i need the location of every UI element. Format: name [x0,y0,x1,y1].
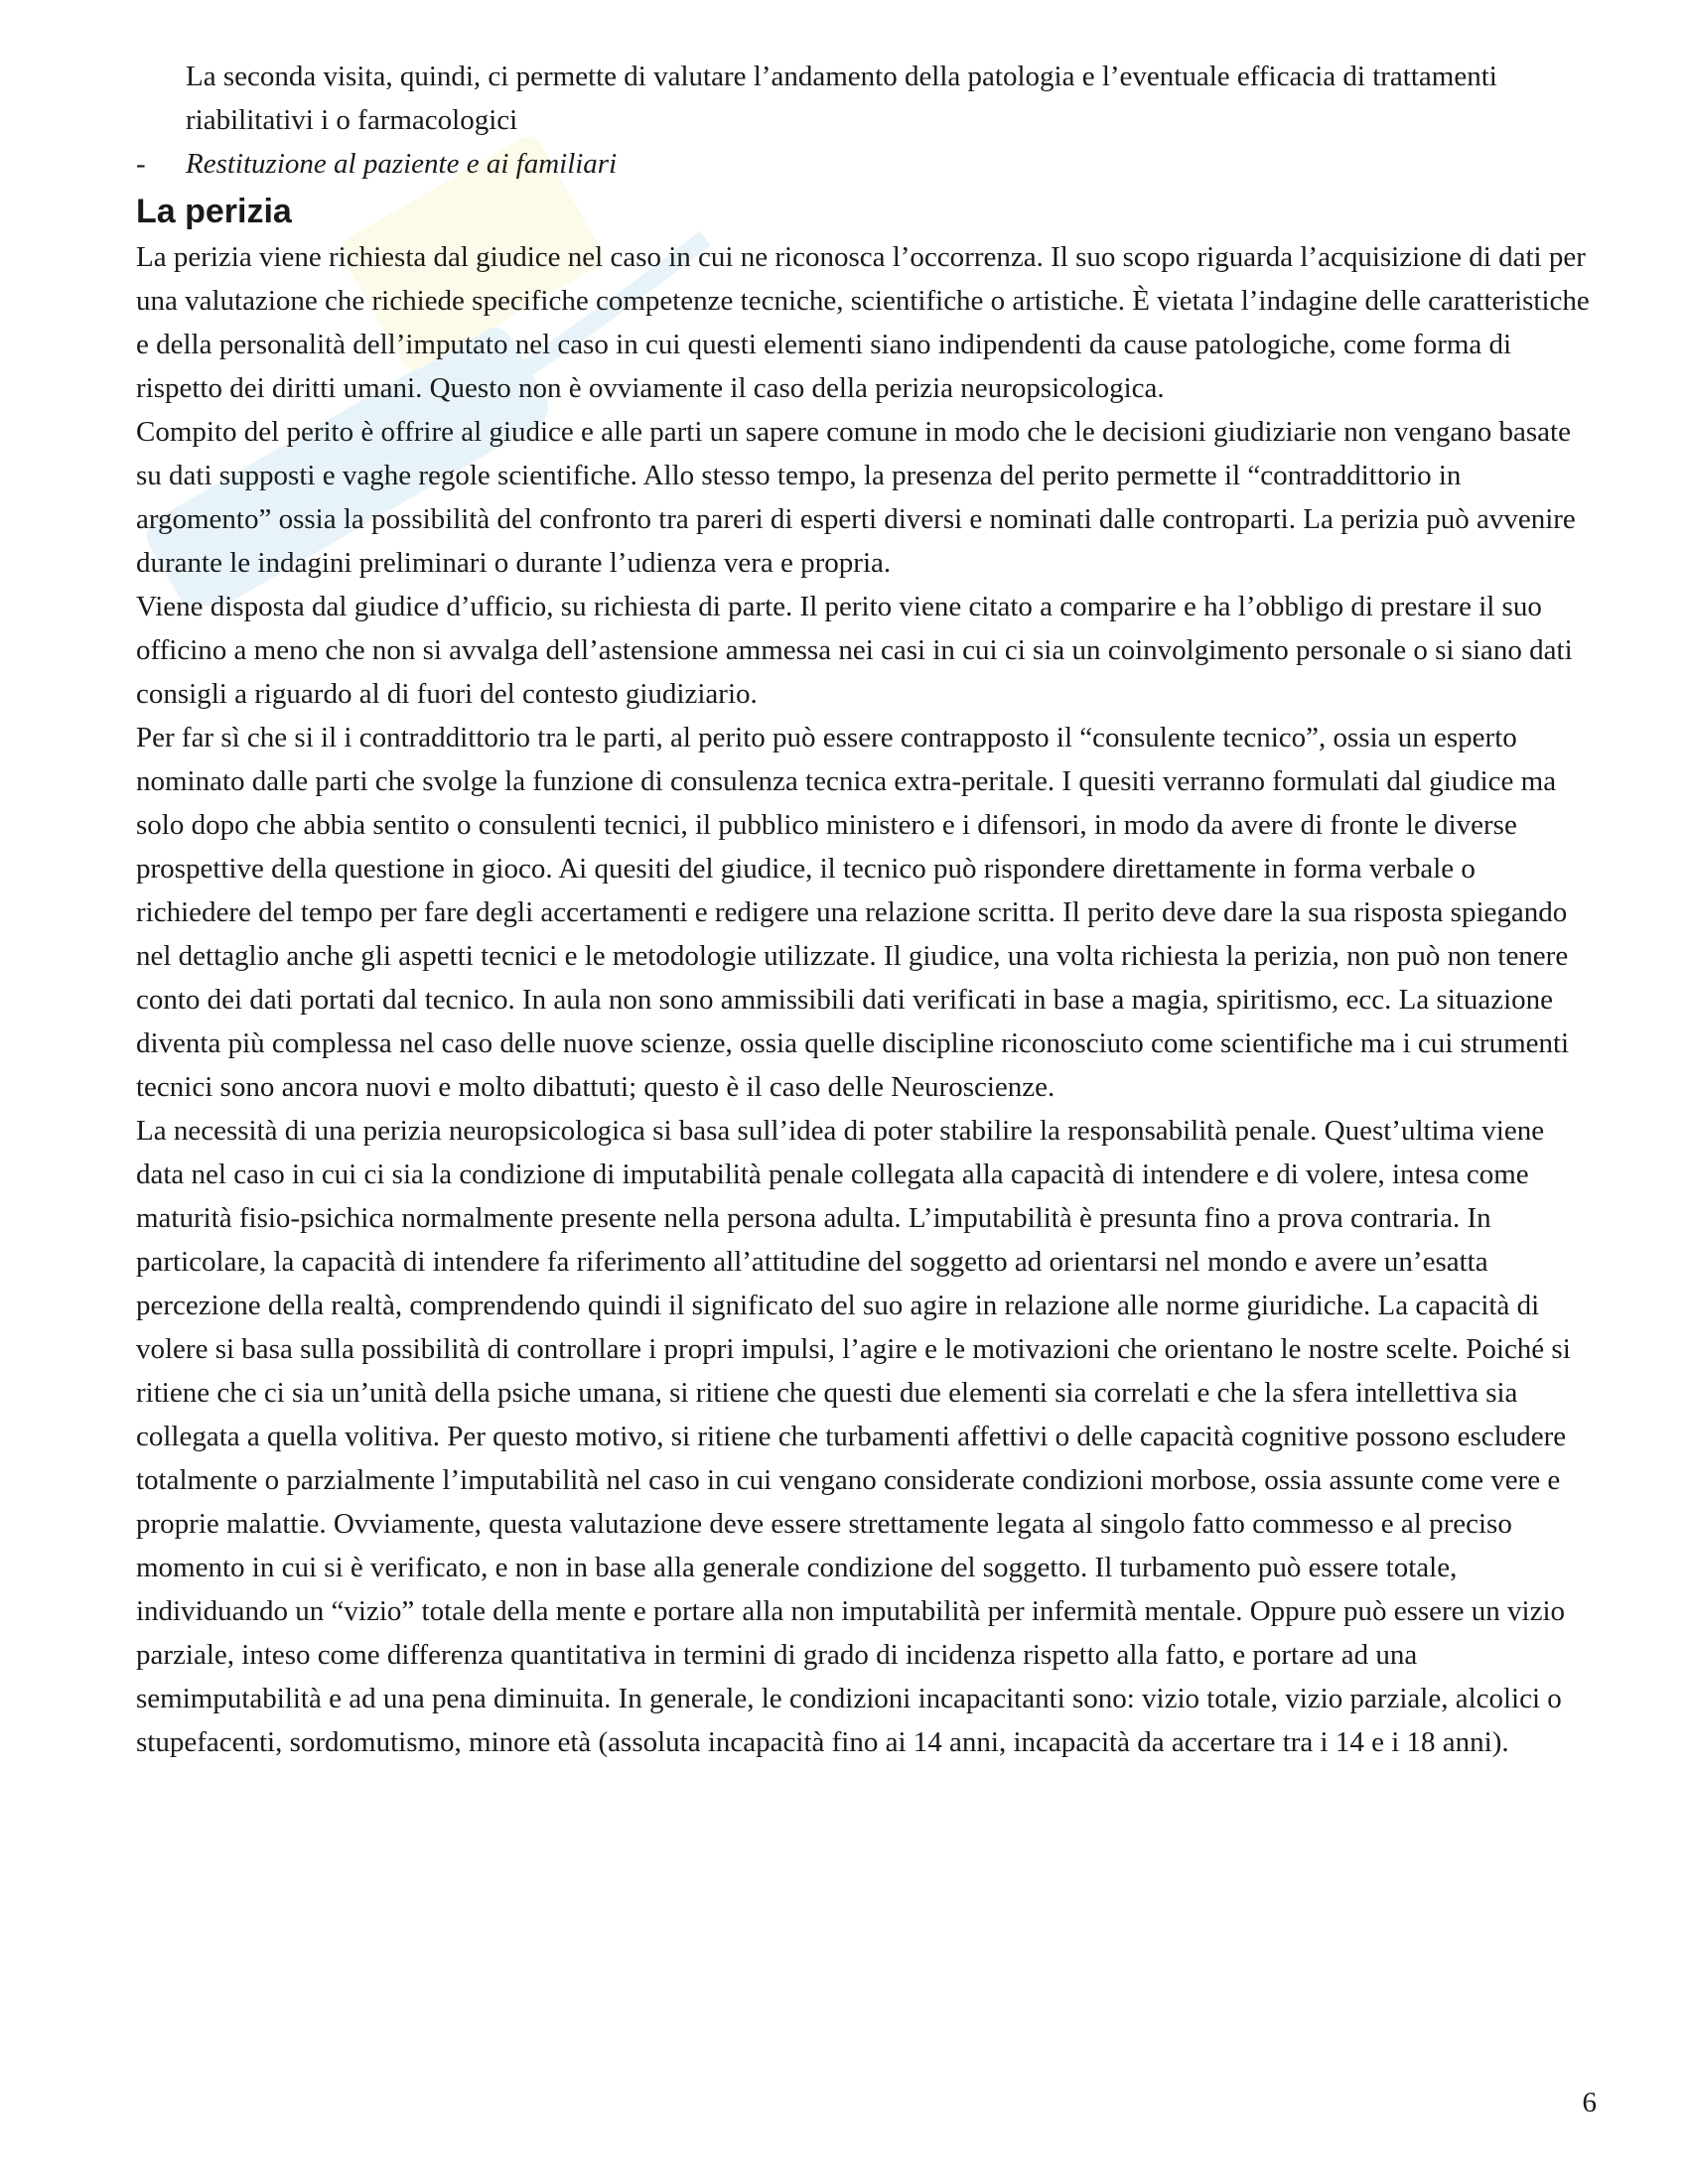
dash-bullet: - [136,148,146,180]
list-item-text: Restituzione al paziente e ai familiari [186,148,618,180]
paragraph-4: Per far sì che si il i contraddittorio tra le parti, al perito può essere contrapposto il “consulente tecnico”, ossia un esperto nominato dalle parti che svolge la funzione di consulenza tecnica extra-peritale. I quesiti verranno formulati dal giudice ma solo dopo che abbia sentito o consulenti tecnici, il pubblico ministero e i difensori, in modo da avere di fronte le diverse prospettive della questione in gioco. Ai quesiti del giudice, il tecnico può rispondere direttamente in forma verbale o richiedere del tempo per fare degli accertamenti e redigere una relazione scritta. Il perito deve dare la sua risposta spiegando nel dettaglio anche gli aspetti tecnici e le metodologie utilizzate. Il giudice, una volta richiesta la perizia, non può non tenere conto dei dati portati dal tecnico. In aula non sono ammissibili dati verificati in base a magia, spiritismo, ecc. La situazione diventa più complessa nel caso delle nuove scienze, ossia quelle discipline riconosciuto come scientifiche ma i cui strumenti tecnici sono ancora nuovi e molto dibattuti; questo è il caso delle Neuroscienze. [136,722,1570,1103]
section-body [136,235,1598,1764]
page-number: 6 [1582,2087,1597,2118]
document-page [136,55,1598,1764]
paragraph-3: Viene disposta dal giudice d’ufficio, su richiesta di parte. Il perito viene citato a comparire e ha l’obbligo di prestare il suo officino a meno che non si avvalga dell’astensione ammessa nei casi in cui ci sia un coinvolgimento personale o si siano dati consigli a riguardo al di fuori del contesto giudiziario. [136,591,1573,710]
list-item [136,142,1598,186]
section-title: La perizia [136,193,292,230]
paragraph-1: La perizia viene richiesta dal giudice nel caso in cui ne riconosca l’occorrenza. Il suo scopo riguarda l’acquisizione di dati per una valutazione che richiede specifiche competenze tecniche, scientifiche o artistiche. È vietata l’indagine delle caratteristiche e della personalità dell’imputato nel caso in cui questi elementi siano indipendenti da cause patologiche, come forma di rispetto dei diritti umani. Questo non è ovviamente il caso della perizia neuropsicologica. [136,241,1590,404]
paragraph-5: La necessità di una perizia neuropsicologica si basa sull’idea di poter stabilire la responsabilità penale. Quest’ultima viene data nel caso in cui ci sia la condizione di imputabilità penale collegata alla capacità di intendere e di volere, intesa come maturità fisio-psichica normalmente presente nella persona adulta. L’imputabilità è presunta fino a prova contraria. In particolare, la capacità di intendere fa riferimento all’attitudine del soggetto ad orientarsi nel mondo e avere un’esatta percezione della realtà, comprendendo quindi il significato del suo agire in relazione alle norme giuridiche. La capacità di volere si basa sulla possibilità di controllare i propri impulsi, l’agire e le motivazioni che orientano le nostre scelte. Poiché si ritiene che ci sia un’unità della psiche umana, si ritiene che questi due elementi sia correlati e che la sfera intellettiva sia collegata a quella volitiva. Per questo motivo, si ritiene che turbamenti affettivi o delle capacità cognitive possono escludere totalmente o parzialmente l’imputabilità nel caso in cui vengano considerate condizioni morbose, ossia assunte come vere e proprie malattie. Ovviamente, questa valutazione deve essere strettamente legata al singolo fatto commesso e al preciso momento in cui si è verificato, e non in base alla generale condizione del soggetto. Il turbamento può essere totale, individuando un “vizio” totale della mente e portare alla non imputabilità per infermità mentale. Oppure può essere un vizio parziale, inteso come differenza quantitativa in termini di grado di incidenza rispetto alla fatto, e portare ad una semimputabilità e ad una pena diminuita. In generale, le condizioni incapacitanti sono: vizio totale, vizio parziale, alcolici o stupefacenti, sordomutismo, minore età (assoluta incapacità fino ai 14 anni, incapacità da accertare tra i 14 e i 18 anni). [136,1115,1571,1758]
paragraph-2: Compito del perito è offrire al giudice e alle parti un sapere comune in modo che le decisioni giudiziarie non vengano basate su dati supposti e vaghe regole scientifiche. Allo stesso tempo, la presenza del perito permette il “contraddittorio in argomento” ossia la possibilità del confronto tra pareri di esperti diversi e nominati dalle controparti. La perizia può avvenire durante le indagini preliminari o durante l’udienza vera e propria. [136,416,1576,579]
continuation-paragraph: La seconda visita, quindi, ci permette di valutare l’andamento della patologia e l’eventuale efficacia di trattamenti riabilitativi i o farmacologici [186,61,1497,136]
